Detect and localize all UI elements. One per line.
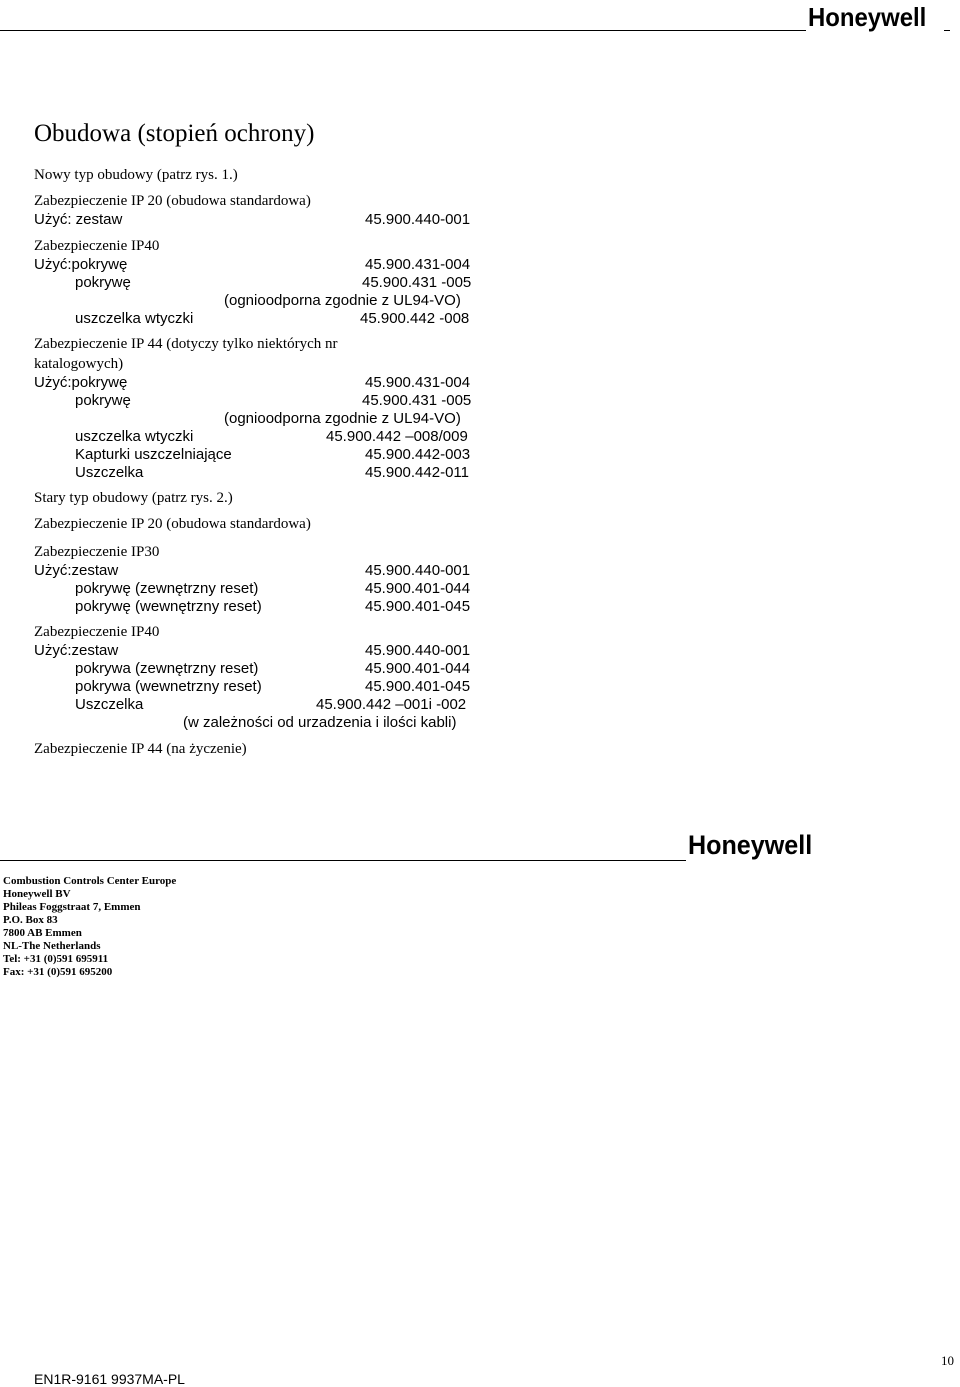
new-ip40-row-code: 45.900.431 -005: [362, 274, 472, 291]
address-line: NL-The Netherlands: [3, 940, 101, 952]
page-title: Obudowa (stopień ochrony): [34, 120, 315, 147]
old-ip30-row-code: 45.900.440-001: [365, 562, 471, 579]
new-ip44-row-label: Użyć:pokrywę: [34, 374, 128, 391]
new-ip44-heading-cont: katalogowych): [34, 356, 124, 372]
old-ip40-row-label: Uszczelka: [75, 696, 144, 713]
new-ip44-row-label: pokrywę: [75, 392, 131, 409]
header-logo: Honeywell: [808, 2, 927, 32]
new-ip20-heading: Zabezpieczenie IP 20 (obudowa standardowa): [34, 193, 311, 209]
new-ip20-row-code: 45.900.440-001: [365, 211, 471, 228]
old-ip30-row-code: 45.900.401-044: [365, 580, 471, 597]
new-ip44-row-label: Uszczelka: [75, 464, 144, 481]
old-ip40-row-label: pokrywa (zewnętrzny reset): [75, 660, 259, 677]
new-ip44-row-code: 45.900.442-003: [365, 446, 471, 463]
document-number: EN1R-9161 9937MA-PL: [34, 1371, 185, 1387]
address-line: Tel: +31 (0)591 695911: [3, 953, 109, 965]
new-ip44-row-label: Kapturki uszczelniające: [75, 446, 232, 463]
address-line: Combustion Controls Center Europe: [3, 875, 177, 887]
address-line: 7800 AB Emmen: [3, 927, 82, 939]
header-rule: [0, 30, 806, 31]
old-ip40-row-code: 45.900.401-045: [365, 678, 471, 695]
new-ip44-row-code: 45.900.431 -005: [362, 392, 472, 409]
old-ip40-row-label: pokrywa (wewnetrzny reset): [75, 678, 262, 695]
old-ip40-row-code: 45.900.440-001: [365, 642, 471, 659]
header-rule-end: [944, 30, 950, 31]
new-type-heading: Nowy typ obudowy (patrz rys. 1.): [34, 167, 238, 183]
footer-rule: [0, 860, 686, 861]
old-ip40-heading: Zabezpieczenie IP40: [34, 624, 160, 640]
old-ip30-row-label: Użyć:zestaw: [34, 562, 119, 579]
old-ip30-row-label: pokrywę (zewnętrzny reset): [75, 580, 259, 597]
old-ip30-heading: Zabezpieczenie IP30: [34, 544, 160, 560]
old-ip40-row-note: (w zależności od urzadzenia i ilości kabli): [183, 714, 457, 731]
address-line: P.O. Box 83: [3, 914, 58, 926]
new-ip44-row-label: uszczelka wtyczki: [75, 428, 194, 445]
old-ip30-row-code: 45.900.401-045: [365, 598, 471, 615]
old-ip40-row-code: 45.900.442 –001i -002: [316, 696, 467, 713]
old-ip44-heading: Zabezpieczenie IP 44 (na życzenie): [34, 741, 247, 757]
new-ip44-row-code: 45.900.442 –008/009: [326, 428, 468, 445]
page-number: 10: [941, 1353, 954, 1368]
new-ip44-row-code: 45.900.442-011: [365, 464, 469, 481]
new-ip40-row-note: (ognioodporna zgodnie z UL94-VO): [224, 292, 461, 309]
address-line: Fax: +31 (0)591 695200: [3, 966, 113, 978]
new-ip40-heading: Zabezpieczenie IP40: [34, 238, 160, 254]
old-ip40-row-code: 45.900.401-044: [365, 660, 471, 677]
new-ip40-row-label: uszczelka wtyczki: [75, 310, 194, 327]
new-ip20-row-label: Użyć: zestaw: [34, 211, 123, 228]
new-ip44-row-code: 45.900.431-004: [365, 374, 471, 391]
old-type-heading: Stary typ obudowy (patrz rys. 2.): [34, 490, 233, 506]
new-ip40-row-code: 45.900.431-004: [365, 256, 471, 273]
new-ip44-row-note: (ognioodporna zgodnie z UL94-VO): [224, 410, 461, 427]
new-ip40-row-label: Użyć:pokrywę: [34, 256, 128, 273]
old-ip30-row-label: pokrywę (wewnętrzny reset): [75, 598, 262, 615]
old-ip40-row-label: Użyć:zestaw: [34, 642, 119, 659]
new-ip44-heading: Zabezpieczenie IP 44 (dotyczy tylko niektórych nr: [34, 336, 338, 352]
address-line: Honeywell BV: [3, 888, 71, 900]
new-ip40-row-label: pokrywę: [75, 274, 131, 291]
old-ip20-heading: Zabezpieczenie IP 20 (obudowa standardowa): [34, 516, 311, 532]
new-ip40-row-code: 45.900.442 -008: [360, 310, 470, 327]
address-line: Phileas Foggstraat 7, Emmen: [3, 901, 141, 913]
footer-logo: Honeywell: [688, 830, 813, 860]
